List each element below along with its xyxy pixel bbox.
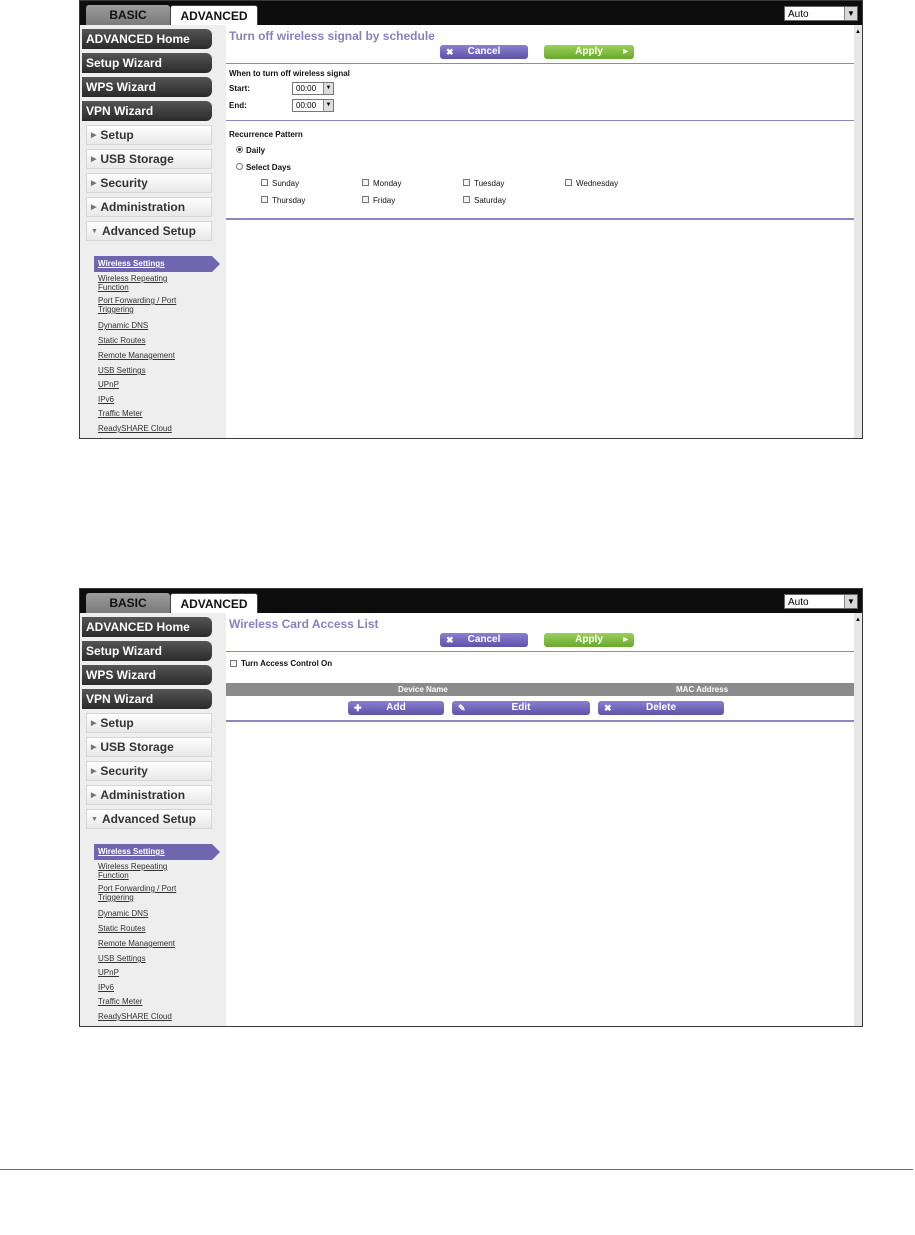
sidebar-section-usb-storage[interactable] [86,149,212,169]
sidebar-item-usb-settings[interactable]: USB Settings [98,366,146,375]
saturday-checkbox[interactable] [463,196,470,203]
divider [226,63,854,64]
sidebar-item-static-routes[interactable]: Static Routes [98,924,146,933]
thursday-checkbox[interactable] [261,196,268,203]
triangle-down-icon: ▼ [91,228,98,235]
link-line-2: Triggering [98,305,134,314]
select-days-label: Select Days [246,163,291,172]
sunday-checkbox[interactable] [261,179,268,186]
section-label: Advanced Setup [101,224,196,238]
divider [226,720,854,722]
section-label: Administration [100,788,186,802]
cancel-label: Cancel [467,634,501,645]
pencil-icon: ✎ [458,703,466,713]
chevron-down-icon: ▼ [323,100,333,111]
sidebar-item-wireless-repeating[interactable] [98,274,208,292]
thursday-label: Thursday [272,196,306,205]
wednesday-checkbox[interactable] [565,179,572,186]
arrow-right-icon: ▶ [623,49,628,55]
cancel-button[interactable] [440,45,528,59]
link-line-1: Wireless Repeating [98,274,168,283]
sidebar-section-administration[interactable] [86,197,212,217]
select-days-radio[interactable] [236,163,243,170]
monday-label: Monday [373,179,402,188]
link-line-2: Function [98,871,129,880]
sidebar-item-traffic-meter[interactable]: Traffic Meter [98,409,143,418]
apply-button[interactable] [544,633,634,647]
chevron-down-icon: ▼ [844,7,857,20]
sidebar-item-upnp[interactable]: UPnP [98,380,119,389]
divider [226,120,854,121]
link-line-1: Wireless Repeating [98,862,168,871]
triangle-right-icon: ▶ [91,792,97,799]
triangle-down-icon: ▼ [91,816,98,823]
sidebar-item-remote-management[interactable]: Remote Management [98,351,175,360]
language-value: Auto [788,597,809,608]
sidebar-advanced-home[interactable]: ADVANCED Home [82,617,212,637]
section-label: Security [100,764,148,778]
sidebar-setup-wizard[interactable]: Setup Wizard [82,641,212,661]
section-label: Administration [100,200,186,214]
language-select[interactable] [784,594,858,609]
sidebar-section-setup[interactable] [86,713,212,733]
daily-radio[interactable] [236,146,243,153]
sidebar-item-dynamic-dns[interactable]: Dynamic DNS [98,909,149,918]
column-mac-address: MAC Address [676,685,729,694]
cancel-label: Cancel [467,46,501,57]
close-icon: ✖ [446,635,454,645]
access-list-screenshot [79,588,863,1027]
sidebar [80,25,226,438]
triangle-right-icon: ▶ [91,768,97,775]
triangle-right-icon: ▶ [91,204,97,211]
scroll-up-icon[interactable]: ▲ [855,617,861,623]
sidebar-item-readyshare-cloud[interactable]: ReadySHARE Cloud [98,1012,172,1021]
sidebar-vpn-wizard[interactable]: VPN Wizard [82,689,212,709]
close-icon: ✖ [446,47,454,57]
main-panel [226,613,854,1026]
sidebar-item-readyshare-cloud[interactable]: ReadySHARE Cloud [98,424,172,433]
sidebar-vpn-wizard[interactable]: VPN Wizard [82,101,212,121]
tuesday-checkbox[interactable] [463,179,470,186]
sidebar-wps-wizard[interactable]: WPS Wizard [82,665,212,685]
end-time-select[interactable] [292,99,334,112]
start-time-select[interactable] [292,82,334,95]
end-label: End: [229,101,247,110]
sidebar-section-setup[interactable] [86,125,212,145]
sidebar-wps-wizard[interactable]: WPS Wizard [82,77,212,97]
apply-label: Apply [575,634,603,645]
cancel-button[interactable] [440,633,528,647]
triangle-right-icon: ▶ [91,720,97,727]
when-label: When to turn off wireless signal [229,69,350,78]
sidebar-item-dynamic-dns[interactable]: Dynamic DNS [98,321,149,330]
sidebar-item-static-routes[interactable]: Static Routes [98,336,146,345]
scroll-up-icon[interactable]: ▲ [855,29,861,35]
add-button[interactable] [348,701,444,715]
table-header [226,683,854,696]
sidebar-item-wireless-settings[interactable]: Wireless Settings [94,844,212,860]
friday-label: Friday [373,196,396,205]
wednesday-label: Wednesday [576,179,619,188]
tab-advanced[interactable]: ADVANCED [170,593,258,613]
divider [226,651,854,652]
chevron-down-icon: ▼ [323,83,333,94]
sidebar-item-wireless-repeating[interactable] [98,862,208,880]
sidebar-item-wireless-settings[interactable]: Wireless Settings [94,256,212,272]
delete-label: Delete [645,702,676,713]
friday-checkbox[interactable] [362,196,369,203]
schedule-screenshot [79,0,863,439]
link-line-2: Function [98,283,129,292]
sidebar-section-usb-storage[interactable] [86,737,212,757]
section-label: Advanced Setup [101,812,196,826]
access-control-label: Turn Access Control On [241,659,333,668]
section-label: USB Storage [100,740,174,754]
sidebar-advanced-home[interactable]: ADVANCED Home [82,29,212,49]
top-bar [80,589,862,613]
tab-basic[interactable]: BASIC [86,5,170,25]
sidebar-item-ipv6[interactable]: IPv6 [98,395,115,404]
edit-button[interactable] [452,701,590,715]
tab-basic[interactable]: BASIC [86,593,170,613]
section-label: Setup [100,716,134,730]
main-panel [226,25,854,438]
chevron-down-icon: ▼ [844,595,857,608]
sidebar-item-upnp[interactable]: UPnP [98,968,119,977]
close-icon: ✖ [604,703,612,713]
triangle-right-icon: ▶ [91,132,97,139]
recurrence-label: Recurrence Pattern [229,130,303,139]
sidebar-section-advanced-setup[interactable] [86,809,212,829]
link-line-1: Port Forwarding / Port [98,296,177,305]
sidebar-setup-wizard[interactable]: Setup Wizard [82,53,212,73]
start-time-value: 00:00 [296,84,317,93]
tuesday-label: Tuesday [474,179,505,188]
sidebar-section-security[interactable] [86,761,212,781]
sunday-label: Sunday [272,179,300,188]
link-line-1: Port Forwarding / Port [98,884,177,893]
page-title: Wireless Card Access List [229,617,379,631]
plus-icon: ✚ [354,703,362,713]
link-line-2: Triggering [98,893,134,902]
add-label: Add [386,702,406,713]
access-control-checkbox[interactable] [230,660,237,667]
section-label: Setup [100,128,134,142]
sidebar-item-port-forwarding[interactable] [98,884,208,902]
triangle-right-icon: ▶ [91,744,97,751]
apply-label: Apply [575,46,603,57]
triangle-right-icon: ▶ [91,156,97,163]
saturday-label: Saturday [474,196,507,205]
sidebar-section-administration[interactable] [86,785,212,805]
column-device-name: Device Name [398,685,448,694]
language-value: Auto [788,9,809,20]
scrollbar[interactable] [854,613,862,1026]
section-label: USB Storage [100,152,174,166]
language-select[interactable] [784,6,858,21]
triangle-right-icon: ▶ [91,180,97,187]
arrow-right-icon: ▶ [623,637,628,643]
top-bar [80,1,862,25]
divider [226,218,854,220]
daily-label: Daily [246,146,266,155]
scrollbar[interactable] [854,25,862,438]
sidebar [80,613,226,1026]
start-label: Start: [229,84,250,93]
sidebar-item-usb-settings[interactable]: USB Settings [98,954,146,963]
edit-label: Edit [511,702,531,713]
delete-button[interactable] [598,701,724,715]
apply-button[interactable] [544,45,634,59]
page-footer-rule [0,1169,913,1170]
sidebar-item-traffic-meter[interactable]: Traffic Meter [98,997,143,1006]
section-label: Security [100,176,148,190]
page-title: Turn off wireless signal by schedule [229,29,435,43]
sidebar-item-port-forwarding[interactable] [98,296,208,314]
sidebar-item-ipv6[interactable]: IPv6 [98,983,115,992]
sidebar-section-advanced-setup[interactable] [86,221,212,241]
sidebar-section-security[interactable] [86,173,212,193]
tab-advanced[interactable]: ADVANCED [170,5,258,25]
sidebar-item-remote-management[interactable]: Remote Management [98,939,175,948]
end-time-value: 00:00 [296,101,317,110]
monday-checkbox[interactable] [362,179,369,186]
